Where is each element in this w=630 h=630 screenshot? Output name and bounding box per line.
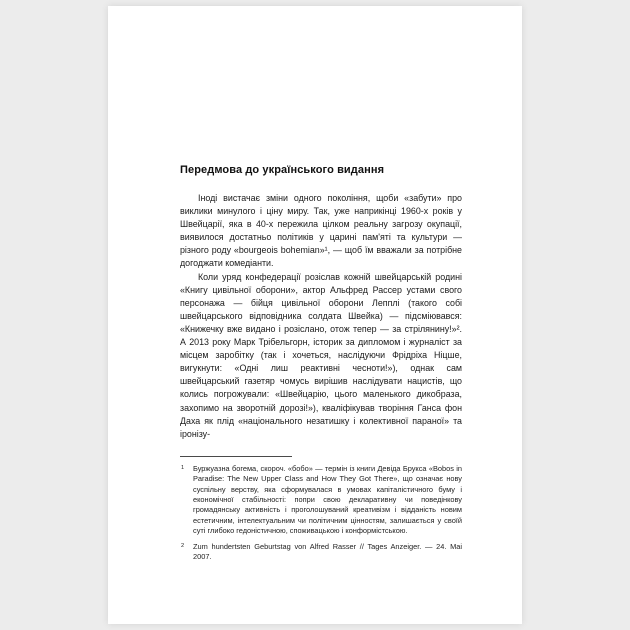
book-page — [108, 6, 522, 624]
body-paragraph-2: Коли уряд конфедерації розіслав кожній швейцарській родині «Книгу цивільної оборони», актор Альфред Рассер устами свого персонажа — бійця цивільної оборони Лепплі (такого собі швейцарського відповідника солдата Швейка) — підсміювався: «Книжечку вже видано і розіслано, отож тепер — за стрілянину!»². А 2013 року Марк Трібельгорн, історик за дипломом і журналіст за місцем заробітку (так і хочеться, наслідуючи Фрідріха Ніцше, вигукнути: «Одні лиш реактивні чесноти!»), однак сам швейцарський газетяр чомусь вирішив наслідувати нацистів, що колись погрожували: «Швейцарію, цього маленького дикобраза, захопимо на зворотній дорозі!»), кваліфікував творіння Ганса фон Даха як плід «національного незатишку і колективної параної» та іронізу- — [180, 271, 462, 439]
text-block — [180, 164, 462, 567]
footnote-2-text: Zum hundertsten Geburtstag von Alfred Rasser // Tages Anzeiger. — 24. Mai 2007. — [193, 541, 462, 562]
body-paragraph-1: Іноді вистачає зміни одного покоління, щоби «забути» про виклики минулого і ціну миру. Так, уже наприкінці 1960-х років у Швейцарії, яка в 40-х пережила цілком реальну загрозу окупації, виявилося достатньо політиків у царині пам'яті та культури — різного роду «bourgeois bohemian»¹, — щоб їм вважали за потрібне догоджати комедіанти. — [180, 193, 462, 269]
footnote-2-marker: 2 — [181, 542, 185, 549]
footnotes-section — [180, 456, 462, 563]
footnote-separator — [180, 456, 292, 457]
footnote-1-marker: 1 — [181, 464, 185, 471]
footnote-1 — [180, 464, 462, 537]
chapter-heading: Передмова до українського видання — [180, 164, 385, 176]
footnote-2 — [180, 542, 462, 563]
footnote-1-text: Буржуазна богема, скороч. «бобо» — термін із книги Девіда Брукса «Bobos in Paradise: The New Upper Class and How They Got There», що означає нову суспільну верству, яка сформувалася в умовах капіталістичного буму і економічної стабільності: попри свою декларативну чи поведінкову громадянську активність і проголошуваний креативізм і відданість новим естетичним, інтелектуальним чи політичним цінностям, залишається у своїй суті глибоко гедоністичною, споживацькою і конформістською. — [193, 463, 462, 536]
